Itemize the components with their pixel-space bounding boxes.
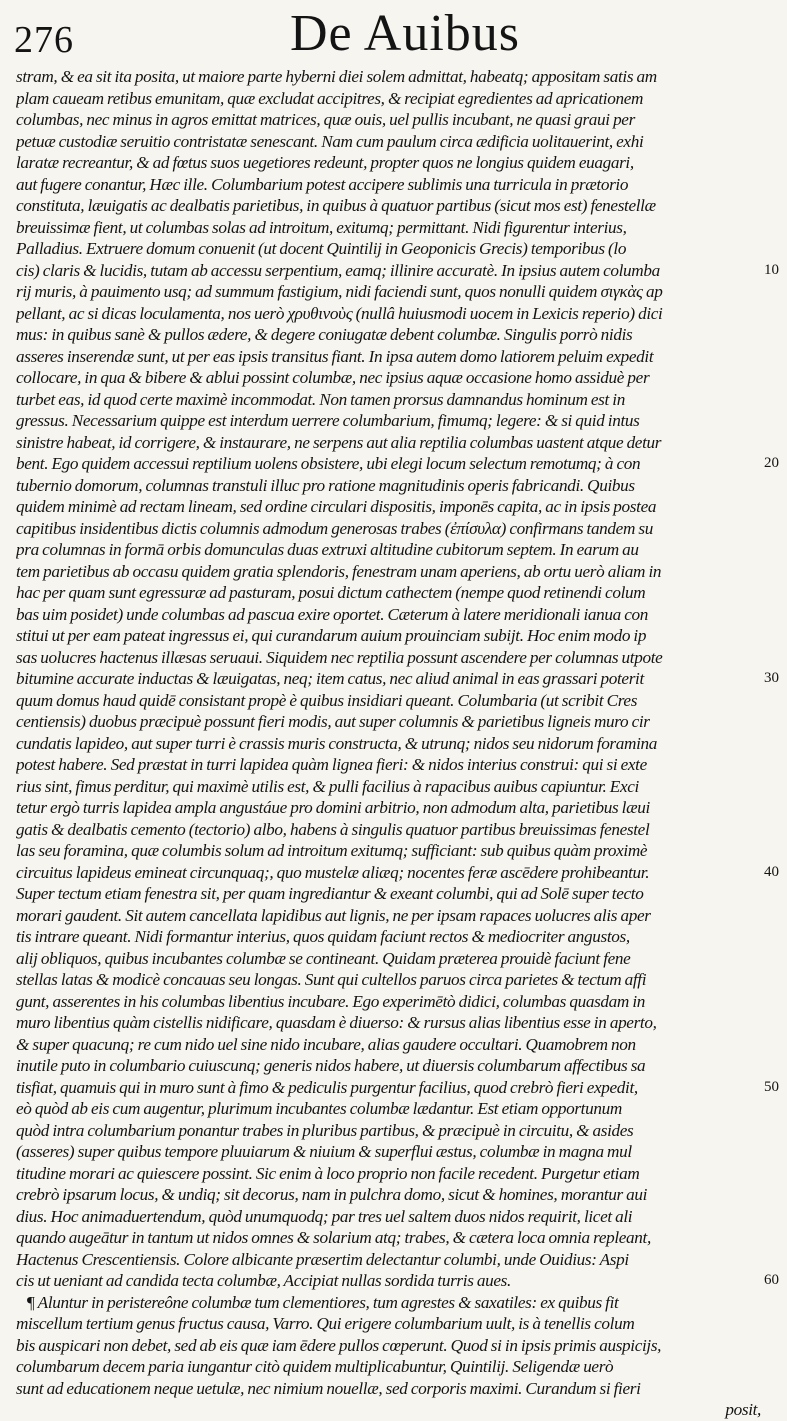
text-line: tis intrare queant. Nidi formantur interius, quos quidam faciunt rectos & mediocriter angustos, [16, 927, 630, 946]
text-line: cis ut ueniant ad candida tecta columbæ, Accipiat nullas sordida turris aues. [16, 1271, 511, 1290]
text-line: eò quòd ab eis cum augentur, plurimum incubantes columbæ lædantur. Est etiam opportunum [16, 1099, 622, 1118]
text-line: stram, & ea sit ita posita, ut maiore parte hyberni diei solem admittat, habeatq; appositam satis am [16, 67, 657, 86]
text-line: plam caueam retibus emunitam, quæ excludat accipitres, & recipiat egredientes ad apricationem [16, 88, 644, 108]
text-line: sas uolucres hactenus illæsas seruaui. Siquidem nec reptilia possunt ascendere per columnas utpote [16, 647, 663, 667]
text-line: mus: in quibus sanè & pullos ædere, & degere coniugatæ debent columbæ. Singulis porrò nidis [16, 325, 633, 344]
text-line: bitumine accurate inductas & læuigatas, neq; item catus, nec aliud animal in eas grassari poterit [16, 669, 644, 688]
margin-number: 10 [764, 261, 779, 278]
text-line: quòd intra columbarium ponantur trabes in pluribus partibus, & præcipuè in circuitu, & asides [16, 1120, 634, 1140]
margin-number: 50 [764, 1078, 779, 1095]
text-line: collocare, in qua & bibere & ablui possint columbæ, nec ipsius aquæ occasione homo assiduè per [16, 368, 650, 387]
text-line: tem parietibus ab occasu quidem gratia splendoris, fenestram unam aperiens, ab ortu uerò aliam in [16, 561, 662, 581]
text-line: asseres inserendæ sunt, ut per eas ipsis transitus fiant. In ipsa autem domo latiorem peluim expedit [16, 346, 654, 366]
margin-number: 20 [764, 455, 779, 471]
text-line: columbarum decem paria iungantur citò quidem multiplicabuntur, Quintilij. Seligendæ uerò [16, 1357, 614, 1376]
running-title: De Auibus [290, 5, 520, 62]
text-line: petuæ custodiæ seruitio contristatæ senescant. Nam cum paulum circa ædificia uolitauerint, exhi [16, 131, 644, 151]
margin-number: 40 [764, 863, 779, 880]
text-line: tubernio domorum, columnas transtuli illuc pro ratione magnitudinis operis fabricandi. Quibus [16, 475, 635, 495]
text-line: pellant, ac si dicas loculamenta, nos uerò χρυθινοὺς (nullâ huiusmodi uocem in Lexicis reperio) dici [16, 303, 663, 323]
text-line: quum domus haud quidē consistant propè è quibus insidiari queant. Columbaria (ut scribit Cres [16, 690, 638, 710]
text-line: bis auspicari non debet, sed ab eis quæ iam ēdere pullos cœperunt. Quod si in ipsis primis auspicijs, [16, 1335, 662, 1355]
text-line: quando augeātur in tantum ut nidos omnes & solarium atq; trabes, & cætera loca omnia repleant, [16, 1228, 651, 1247]
text-line: (asseres) super quibus tempore pluuiarum & niuium & superflui æstus, columbæ in magna mul [16, 1142, 632, 1161]
text-line: gunt, asserentes in his columbas libentius incubare. Ego experimētò didici, columbas quasdam in [16, 991, 645, 1011]
text-line: gressus. Necessarium quippe est interdum uerrere columbarium, fimumq; legere: & si quid intus [16, 411, 640, 430]
text-line: inutile puto in columbario cuiuscunq; generis nidos habere, ut diuersis columbarum affectibus sa [16, 1056, 646, 1075]
text-line: centiensis) duobus præcipuè possunt fieri modis, aut super columnis & parietibus ligneis muro cir [16, 712, 650, 731]
text-line: circuitus lapideus emineat circunquaq;, quo mustelæ aliæq; nocentes feræ ascēdere prohibeantur. [16, 862, 650, 882]
text-line: crebrò ipsarum locus, & undiq; sit decorus, nam in pulchra domo, sicut & homines, morantur aui [16, 1185, 648, 1204]
text-line: laratæ recreantur, & ad fœtus suos uegetiores redeunt, propter quos ne longius quidem euagari, [16, 153, 634, 172]
text-line: bas uim posidet) unde columbas ad pascua exire oportet. Cæterum à latere meridionali ianua con [16, 604, 648, 624]
text-line: ¶ Aluntur in peristereône columbæ tum clementiores, tum agrestes & saxatiles: ex quibus fit [26, 1292, 619, 1312]
catchword: posit, [725, 1400, 761, 1419]
text-line: & super quacunq; re cum nido uel sine nido incubare, alias gaudere occultari. Quamobrem non [16, 1034, 636, 1054]
text-line: sinistre habeat, id corrigere, & instaurare, ne serpens aut alia reptilia columbas uastent atque detur [16, 432, 662, 452]
body-text [16, 66, 761, 1421]
text-line: stitui ut per eam pateat ingressus ei, qui curandarum auium prouinciam subijt. Hoc enim modo ip [16, 626, 647, 645]
text-line: quidem minimè ad rectam lineam, sed ordine circulari dispositis, imponēs capita, ac in ipsis postea [16, 497, 657, 516]
page-header [0, 0, 787, 64]
text-line: hac per quam sunt egressuræ ad pasturam, posui dictum cathectem (nempe quod retinendi colum [16, 583, 646, 602]
text-line: potest habere. Sed præstat in turri lapidea quàm lignea fieri: & nidos interius construi: qui si exte [16, 755, 647, 774]
text-line: aut fugere conantur, Hæc ille. Columbarium potest accipere sublimis una turricula in prætorio [16, 174, 629, 194]
text-line: tetur ergò turris lapidea ampla angustáue pro domini arbitrio, non admodum alta, parietibus læui [16, 798, 650, 817]
text-line: sunt ad educationem neque uetulæ, nec nimium nouellæ, sed corporis maximi. Curandum si fieri [16, 1378, 641, 1398]
text-line: capitibus insidentibus dictis columnis admodum generosas trabes (ἐπίσυλα) confirmans tandem su [16, 518, 653, 538]
text-line: muro libentius quàm cistellis nidificare, quasdam è diuerso: & rursus alias libentius esse in aperto, [16, 1013, 657, 1032]
text-line: stellas latas & modicè concauas seu longas. Sunt qui cultellos paruos circa parietes & tectum affi [16, 970, 647, 989]
text-line: turbet eas, id quod certe maximè incommodat. Non tamen prorsus damnandus hominum est in [16, 389, 625, 409]
margin-number: 30 [764, 670, 779, 686]
text-line: rij muris, à pauimento usq; ad summum fastigium, nidi faciendi sunt, quos nonulli quidem σιγκὰς ap [16, 282, 663, 301]
text-line: dius. Hoc animaduertendum, quòd unumquodq; par tres uel saltem duos nidos requirit, licet ali [16, 1206, 633, 1226]
text-line: alij obliquos, quibus incubantes columbæ se contineant. Quidam præterea prouidè faciunt fene [16, 948, 631, 968]
text-line: constituta, læuigatis ac dealbatis parietibus, in quibus à quatuor partibus (sicut mos est) fenestellæ [16, 196, 656, 215]
text-line: las seu foramina, quæ columbis solum ad introitum exitumq; sufficiant: sub quibus quàm proximè [16, 841, 648, 860]
text-line: Hactenus Crescentiensis. Colore albicante præsertim delectantur columbi, unde Ouidius: Aspi [16, 1249, 629, 1269]
page-number: 276 [14, 19, 74, 61]
text-line: Palladius. Extruere domum conuenit (ut docent Quintilij in Geoponicis Grecis) temporibus (lo [16, 239, 627, 258]
margin-number: 60 [764, 1272, 779, 1288]
text-line: gatis & dealbatis cemento (tectorio) albo, habens à singulis quatuor partibus breuissimas fenestel [16, 819, 650, 839]
text-line: tisfiat, quamuis qui in muro sunt à fimo & pediculis purgentur facilius, quod crebrò fieri expedit, [16, 1077, 638, 1097]
text-line: cis) claris & lucidis, tutam ab accessu serpentium, eamq; illinire accuratè. In ipsius autem columba [16, 260, 660, 280]
text-line: columbas, nec minus in agros emittat matrices, quæ ouis, uel pullis incubant, ne quasi graui per [16, 110, 635, 129]
text-line: bent. Ego quidem accessui reptilium uolens obsistere, ubi elegi locum selectum remotumq; à con [16, 454, 641, 473]
text-line: titudine morari ac quiescere possint. Sic enim à loco proprio non facile recedent. Purgetur etiam [16, 1163, 640, 1183]
text-line: breuissimæ fient, ut columbas solas ad introitum, exitumq; permittant. Nidi figurentur interius, [16, 217, 627, 237]
text-line: Super tectum etiam fenestra sit, per quam ingrediantur & exeant columbi, qui ad Solē super tecto [16, 884, 644, 903]
text-line: pra columnas in formā orbis domunculas duas extruxi altitudine cubitorum septem. In earum au [16, 540, 639, 559]
text-line: rius sint, fimus perditur, qui maximè utilis est, & pulli facilius à rapacibus auibus capiuntur. Exci [16, 776, 639, 796]
text-line: cundatis lapideo, aut super turri è crassis muris constructa, & utrunq; nidos seu nidorum foramina [16, 733, 657, 753]
text-line: morari gaudent. Sit autem cancellata lapidibus aut lignis, ne per ipsam rapaces uolucres alis aper [16, 905, 651, 925]
text-line: miscellum tertium genus fructus causa, Varro. Qui erigere columbarium uult, is à tenellis colum [16, 1314, 635, 1333]
